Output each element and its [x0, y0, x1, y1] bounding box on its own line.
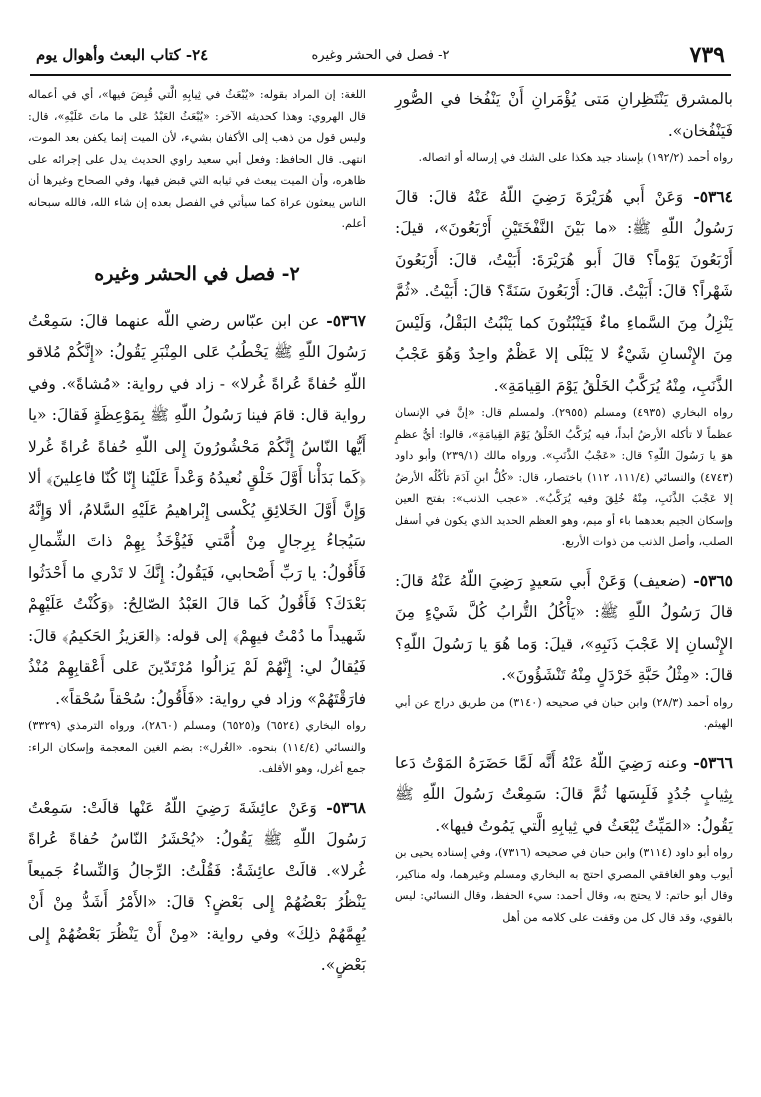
- hadith-5365: [395, 565, 733, 692]
- hadith-number: ٥٣٦٧-: [326, 310, 367, 330]
- hadith-text: وعنه رَضِيَ اللّهُ عَنْهُ أَنَّه لَمَّا حَضَرَهُ المَوْتُ دَعا بِثِيابٍ جُدُدٍ فَلَبِسَها ثُمَّ قالَ: سَمِعْتُ رَسُولَ اللّهِ ﷺ يَقُولُ: «المَيِّتُ يُبْعَثُ في ثِيابِهِ الَّتي يَمُوتُ فيها».: [395, 753, 733, 835]
- hadith-text: عن ابن عبّاس رضي اللّه عنهما قالَ: سَمِعْتُ رَسُولَ اللّهِ ﷺ يَخْطُبُ عَلى المِنْبَرِ يَقُولُ: «إِنَّكُمْ مُلاقو اللّهِ حُفاةً عُراةً غُرلا» - زاد في رواية: «مُشاةً». وفي رواية قال: قامَ فينا رَسُولُ اللّهِ ﷺ بِمَوْعِظَةٍ فَقالَ: «يا أَيُّها النّاسُ إِنَّكُمْ مَحْشُورُونَ إِلى اللّهِ حُفاةً عُراةً غُرلا ﴿كَما بَدَأْنا أَوَّلَ خَلْقٍ نُعيدُهُ وَعْداً عَلَيْنا إِنّا كُنّا فاعِلينَ﴾ ألا وَإِنَّ أَوَّلَ الخَلائِقِ يُكْسى إِبْراهيمُ عَلَيْهِ السَّلامُ، ألا وَإِنَّهُ سَيُجاءُ بِرِجالٍ مِنْ أُمَّتي فَيُؤْخَذُ بِهِمْ ذاتَ الشِّمالِ فَأَقُولُ: يا رَبِّ أَصْحابي، فَيَقُولُ: إِنَّكَ لا تَدْري ما أَحْدَثُوا بَعْدَكَ؟ فَأَقُولُ كَما قالَ العَبْدُ الصّالِحُ: ﴿وَكُنْتُ عَلَيْهِمْ شَهيداً ما دُمْتُ فيهِمْ﴾ إلى قوله: ﴿العَزيزُ الحَكيمُ﴾ قالَ: فَيُقالُ لي: إِنَّهُمْ لَمْ يَزالُوا مُرْتَدّينَ عَلى أَعْقابِهِمْ مُنْذُ فارَقْتَهُمْ» وزاد في رواية: «فَأَقُولُ: سُحْقاً سُحْقاً».: [28, 311, 366, 708]
- hadith-5366: [395, 747, 733, 843]
- right-column: [395, 84, 733, 928]
- commentary-note: اللغة: إن المراد بقوله: «يُبْعَثُ في ثِيابِهِ الَّتي قُبِضَ فيها»، أي في أعماله قال الهروي: وهذا كحديثه الآخر: «يُبْعَثُ العَبْدُ عَلى ما ماتَ عَلَيْهِ»، قال: وليس قول من ذهب إلى الأكفان بشيء، لأن الميت إنما يكفن بعد الموت، انتهى. قال الحافظ: وفعل أبي سعيد راوي الحديث يدل على إجرائه على ظاهره، وأن الميت يبعث في ثيابه التي قبض فيها، وفي الصحاح وغيرها أن الناس يبعثون عراة كما سيأتي في الفصل بعده إن شاء الله، فالله سبحانه أعلم.: [28, 88, 366, 230]
- hadith-number: ٥٣٦٦-: [693, 752, 733, 772]
- hadith-number: ٥٣٦٤-: [693, 186, 733, 206]
- header-rule: [30, 74, 731, 76]
- page-number: ٧٣٩: [689, 42, 725, 68]
- hadith-number: ٥٣٦٥-: [693, 570, 733, 590]
- running-section-title: ٢- فصل في الحشر وغيره: [311, 48, 450, 63]
- hadith-text: وَعَنْ أَبي هُرَيْرَةَ رَضِيَ اللّهُ عَنْهُ قالَ: قالَ رَسُولُ اللّهِ ﷺ: «ما بَيْنَ النَّفْخَتَيْنِ أَرْبَعُونَ»، قيلَ: أَرْبَعُونَ يَوْماً؟ قالَ أَبو هُرَيْرَةَ: أَبَيْتُ، قالَ: أَرْبَعُونَ شَهْراً؟ قالَ: أَبَيْتُ. قالَ: أَرْبَعُونَ سَنَةً؟ قالَ: أَبَيْتُ. «ثُمَّ يَنْزِلُ مِنَ السَّماءِ ماءٌ فَيَنْبُتُونَ كما يَنْبُتُ البَقْلُ، وَلَيْسَ مِنَ الإِنْسانِ شَيْءٌ لا يَبْلَى إلا عَظْمٌ واحِدٌ وَهُوَ عَجْبُ الذَّنَبِ، مِنْهُ يُرَكَّبُ الخَلْقُ يَوْمَ القِيامَةِ».: [395, 187, 733, 395]
- running-book-title: ٢٤- كتاب البعث وأهوال يوم: [36, 46, 209, 64]
- hadith-5368: [28, 792, 366, 982]
- hadith-footnote: رواه أبو داود (٣١١٤) وابن حبان في صحيحه (٧٣١٦)، وفي إسناده يحيى بن أيوب وهو الغافقي المصري احتج به البخاري ومسلم وغيرهما، وله مناكير، وقال أبو حاتم: لا يحتج به، وقال أحمد: سيء الحفظ، وقال النسائي: ليس بالقوي، وقد قال كل من وقفت على كلامه من أهل: [395, 846, 733, 924]
- page-header: [30, 40, 731, 74]
- left-column: [28, 84, 366, 982]
- hadith-footnote: رواه البخاري (٤٩٣٥) ومسلم (٢٩٥٥). ولمسلم قال: «إنَّ في الإنسان عظماً لا تأكله الأرضُ أبداً، فيه يُرَكَّبُ الخَلْقُ يَوْمَ القِيامَةِ»، قالوا: أيُّ عظمٍ هوَ يا رَسُولَ اللّهِ؟ قال: «عَجْبُ الذَّنَبِ». ورواه مالك (٢٣٩/١) وأبو داود (٤٧٤٣) والنسائي (١١١/٤، ١١٢) باختصار، قال: «كُلُّ ابنِ آدَمَ تأكُلُه الأرضُ إلا عَجْبَ الذَّنَبِ، مِنْهُ خُلِقَ وفيه يُرَكَّبُ». «عجب الذنب»: بفتح العين وإسكان الجيم بعدهما باء أو ميم، وهو العظم الحديد الذي يكون في أسفل الصلب، وأصل الذنب من ذوات الأربع.: [395, 406, 734, 548]
- hadith-footnote: رواه البخاري (٦٥٢٤) و(٦٥٢٥) ومسلم (٢٨٦٠)، ورواه الترمذي (٣٣٢٩) والنسائي (١١٤/٤) بنحوه. «الغُرل»: بضم الغين المعجمة وإسكان الراء: جمع أغرل، وهو الأقلف.: [28, 719, 367, 775]
- hadith-5364: [395, 181, 733, 403]
- hadith-footnote: رواه أحمد (١٩٢/٢) بإسناد جيد هكذا على الشك في إرساله أو اتصاله.: [418, 151, 733, 164]
- section-heading: ٢- فصل في الحشر وغيره: [94, 262, 300, 285]
- hadith-number: ٥٣٦٨-: [326, 797, 366, 817]
- hadith-5367: [28, 305, 366, 716]
- hadith-continuation: بالمشرق يَنْتَظِرانِ مَتى يُؤْمَرانِ أَنْ يَنْفُخا في الصُّورِ فَيَنْفُخان».: [395, 90, 733, 140]
- hadith-text: (ضعيف) وَعَنْ أَبي سَعيدٍ رَضِيَ اللّهُ عَنْهُ قالَ: قالَ رَسُولُ اللّهِ ﷺ: «يَأْكُلُ التُّرابُ كُلَّ شَيْءٍ مِنَ الإِنْسانِ إلا عَجْبَ ذَنَبِهِ»، قيلَ: وَما هُوَ يا رَسُولَ اللّهِ؟ قالَ: «مِثْلُ حَبَّةِ خَرْدَلٍ مِنْهُ تَنْشَؤُونَ».: [395, 571, 733, 684]
- hadith-text: وَعَنْ عائِشَةَ رَضِيَ اللّهُ عَنْها قالَتْ: سَمِعْتُ رَسُولَ اللّهِ ﷺ يَقُولُ: «يُحْشَرُ النّاسُ حُفاةً عُراةً غُرلا». قالَتْ عائِشَةُ: فَقُلْتُ: الرِّجالُ وَالنِّساءُ جَميعاً يَنْظُرُ بَعْضُهُمْ إِلى بَعْضٍ؟ قالَ: «الأَمْرُ أَشَدُّ مِنْ أَنْ يُهِمَّهُمْ ذلِكَ» وفي رواية: «مِنْ أَنْ يَنْظُرَ بَعْضُهُمْ إِلى بَعْضٍ».: [28, 798, 366, 974]
- hadith-footnote: رواه أحمد (٢٨/٣) وابن حبان في صحيحه (٣١٤٠) من طريق دراج عن أبي الهيثم.: [395, 695, 733, 730]
